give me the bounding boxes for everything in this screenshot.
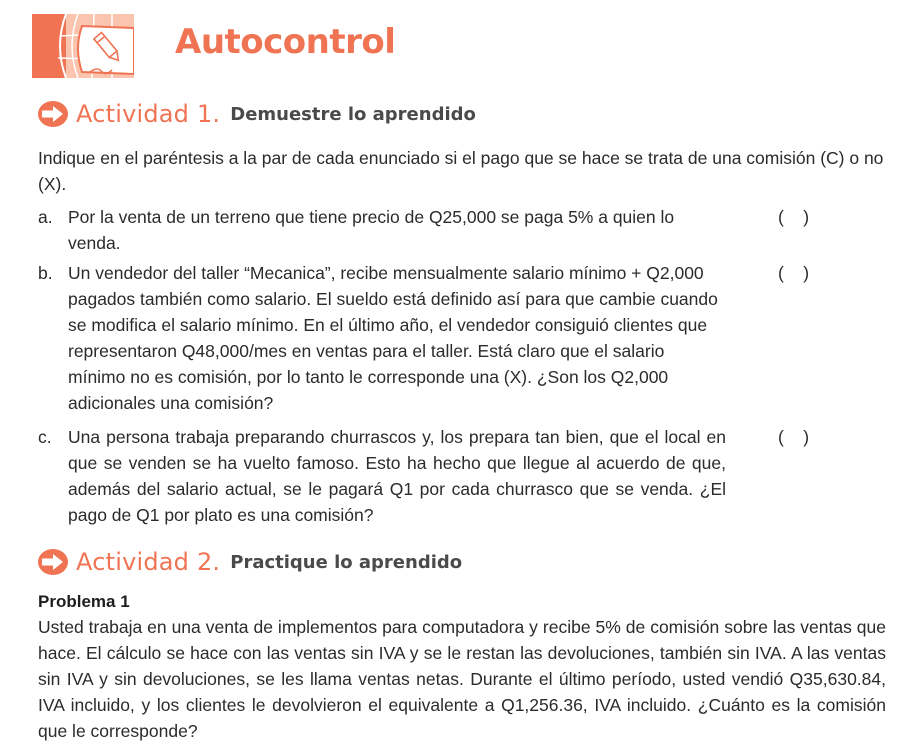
globe-pencil-icon [32,14,134,78]
item-letter: c. [38,427,52,447]
activity-1-instructions: Indique en el paréntesis a la par de cada enunciado si el pago que se hace se trata de una comisión (C) o no (X). [38,148,884,194]
arrow-right-circle-icon [38,549,68,575]
answer-box[interactable]: ( ) [778,263,810,283]
answer-box[interactable]: ( ) [778,427,810,447]
item-text: Por la venta de un terreno que tiene precio de Q25,000 se paga 5% a quien lo venda. [68,207,675,253]
section-header [32,14,632,80]
answer-box[interactable]: ( ) [778,207,810,227]
problem-title: Problema 1 [38,592,130,611]
arrow-right-circle-icon [38,101,68,127]
activity-1-label: Actividad 1. [76,100,221,128]
item-text: Un vendedor del taller “Mecanica”, recibe mensualmente salario mínimo + Q2,000 pagados también como salario. El sueldo está definido así para que cambie cuando se modifica el salario mínimo. En el último año, el vendedor consiguió clientes que representaron Q48,000/mes en ventas para el taller. Está claro que el salario mínimo no es comisión, por lo tanto le corresponde una (X). ¿Son los Q2,000 adicionales una comisión? [68,263,718,413]
item-text: Una persona trabaja preparando churrascos y, los prepara tan bien, que el local en que se venden se ha vuelto famoso. Esto ha hecho que llegue al acuerdo de que, además del salario actual, se le pagará Q1 por cada churrasco que se venda. ¿El pago de Q1 por plato es una comisión? [68,427,726,525]
item-letter: a. [38,207,53,227]
problem-text: Usted trabaja en una venta de implementos para computadora y recibe 5% de comisión sobre las ventas que hace. El cálculo se hace con las ventas sin IVA y se le restan las devoluciones, también sin IVA. A las ventas sin IVA y sin devoluciones, se les llama ventas netas. Durante el último período, usted vendió Q35,630.84, IVA incluido, y los clientes le devolvieron el equivalente a Q1,256.36, IVA incluido. ¿Cuánto es la comisión que le corresponde? [38,617,886,741]
activity-1-heading [38,99,476,129]
activity-1-subtitle: Demuestre lo aprendido [230,103,476,125]
activity-2-heading [38,547,462,577]
activity-2-label: Actividad 2. [76,548,221,576]
activity-2-subtitle: Practique lo aprendido [230,551,463,573]
item-letter: b. [38,263,53,283]
page-title: Autocontrol [175,22,396,62]
